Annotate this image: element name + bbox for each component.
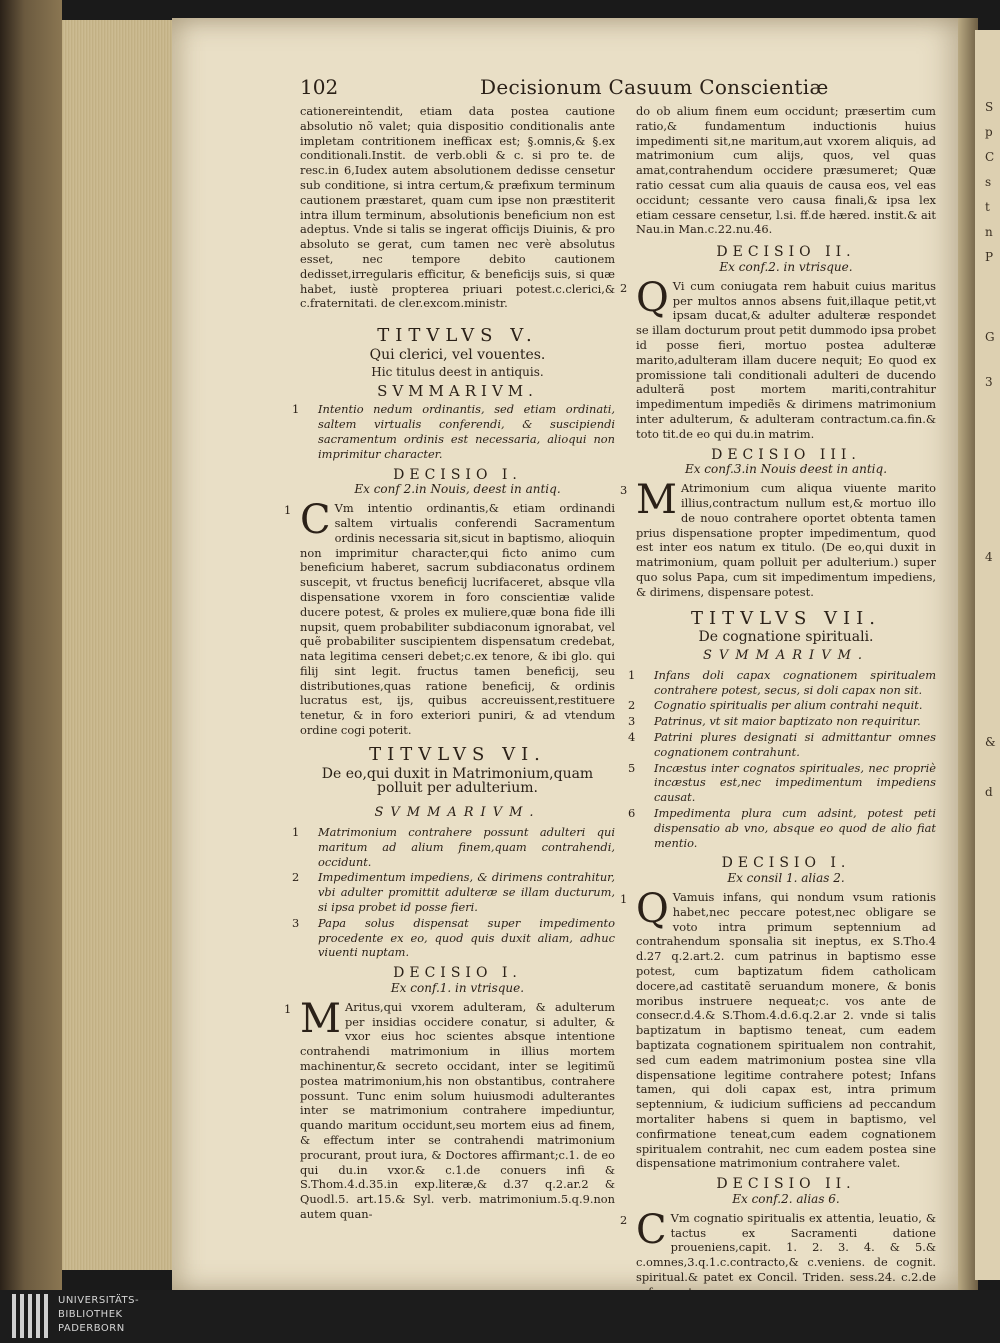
paragraph-number: 2	[620, 1212, 628, 1227]
drop-cap: C	[636, 1206, 667, 1253]
running-head: Decisionum Casuum Conscientiæ	[480, 75, 829, 99]
titulus-vii-decisio-ii-heading: DECISIO II.	[716, 1176, 856, 1193]
right-column	[620, 104, 936, 1314]
titulus-vi-summary-list	[292, 825, 615, 960]
facing-page-letter: p	[985, 125, 993, 139]
titulus-vii-decisio-i-heading: DECISIO I.	[721, 855, 851, 872]
facing-page-letter: &	[985, 735, 996, 749]
titulus-v-heading: TITVLVS V.	[377, 325, 538, 347]
titulus-vii-decisio-i-source: Ex consil 1. alias 2.	[727, 871, 845, 886]
drop-cap: Q	[636, 886, 669, 933]
titulus-vii-decisio-ii-body: 2 C Vm cognatio spiritualis ex attentia, leuatio, & tactus ex Sacramenti datione proueniens,capit. 1. 2. 3. 4. & 5.& c.omnes,3.q.1.c.contracto,& c.veniens. de cognit. spiritual.& patet ex Concil. Triden. sess.24. c.2.de	[620, 1206, 936, 1284]
summary-item: 1 Infans doli capax cognationem spiritualem contrahere potest, secus, si doli capax non sit.	[628, 667, 936, 697]
titulus-v-summarium: SVMMARIVM.	[377, 381, 538, 400]
titulus-v-decisio-source: Ex conf 2.in Nouis, deest in antiq.	[354, 482, 561, 497]
titulus-vii-decisio-i-body: 1 Q Vamuis infans, qui nondum vsum rationis habet,nec peccare potest,nec obligare se voto intra primum septennium ad contrahendum sponsalia sit ineptus, ex S.Tho.4 d.27 q.2.art.2. cum patrinus in baptismo esse potest, cum baptizatum fidem catholicam docere,ad castitatẽ seruandum monere, & bonis moribus instruere nequeat;c. vos ante de consecr.d.4.& S.Thom.4.d.6.q.2.ar 2. vnde si talis baptizatum in baptismo teneat, cum eadem baptizata cognationem spiritualem non contrahit, sed cum eadem matrimonium postea sine vlla dispensatione legitime contrahere potest; Infans tamen, qui doli capax est, intra primum septennium, & iudicium sufficiens ad peccandum mortaliter habens si quem in baptismo, vel confirmatione teneat,cum eadem cognationem spiritualem contrahit, nec cum eadem postea sine dispensatione matrimonium contrahere valet.	[620, 886, 936, 1171]
facing-page-letter: G	[985, 330, 995, 344]
decisio-iii-body: 3 M Atrimonium cum aliqua viuente marito illius,contractum nullum est,& mortuo illo de nouo contrahere oportet obtenta tamen prius dispensatione propter impedimentum, quod est inter eos natum ex titulo. (De eo,qui duxit in matrimonium, quam polluit per adulterium.) super quo solus Papa, cum sit impedimentum impediens, & dirimens, dispensare potest.	[620, 477, 936, 599]
decisio-iii-source: Ex conf.3.in Nouis deest in antiq.	[684, 462, 888, 477]
decisio-ii-source: Ex conf.2. in vtrisque.	[719, 259, 853, 274]
titulus-vii-summarium: SVMMARIVM.	[702, 648, 870, 664]
summary-item: 3 Patrinus, vt sit maior baptizato non requiritur.	[628, 714, 921, 729]
page-header	[300, 75, 960, 101]
titulus-v-decisio-body: 1 C Vm intentio ordinantis,& etiam ordinandi saltem virtualis conferendi Sacramentum ordinis necessaria sit,sicut in baptismo, alioquin non imprimitur character,qui ficto animo cum beneficium haberet, sacrum subdiaconatus ordinem suscepit, vt fructus beneficij lucrifaceret, absque vlla dispensatione vxorem in foro conscientiæ valide ducere potest, & proles ex muliere,quæ bona fide illi nupsit, quem probabiliter subdiaconum ignorabat, vel quẽ probabiliter suscipientem dispensatum credebat, nata legitima censeri debet;c.ex tenore, & ibi glo. qui filij sint legit. fructus tamen beneficij, seu distributiones,quas ratione beneficij, & ordinis lucratus est, ijs, quibus accreuissent,restituere tenetur, & in foro exteriori puniri, & ad vtendum ordine cogi poterit.	[284, 497, 615, 738]
facing-page-letter: s	[985, 175, 992, 189]
titulus-vi-decisio-heading: DECISIO I.	[393, 965, 522, 982]
decisio-ii-body: 2 Q Vi cum coniugata rem habuit cuius maritus per multos annos absens fuit,illaque petit,vt ipsam ducat,& adulter adulteræ respondet se illam docturum prout petit dummodo ipsa probet id posse fieri, mortuo postea adulteræ marito,adulteram illam ducere nequit; Eo quod ex promissione tali conditionali adulteri de ducendo adulterã post mortem mariti,contrahitur impedimentum impediẽs & dirimens matrimonium inter adulterum, & adulteram contractum.ca.fin.& toto tit.de eo qui du.in matrim.	[620, 274, 936, 441]
titulus-vii-decisio-ii-source: Ex conf.2. alias 6.	[732, 1191, 840, 1206]
library-logo-text: UNIVERSITÄTS- BIBLIOTHEK PADERBORN	[58, 1295, 140, 1334]
paragraph-number: 1	[284, 503, 292, 518]
paragraph-number: 2	[620, 280, 628, 295]
titulus-v-summary-list	[292, 402, 615, 461]
titulus-v-note: Hic titulus deest in antiquis.	[371, 364, 544, 379]
summary-item: 2 Impedimentum impediens, & dirimens contrahitur, vbi adulter promittit adulteræ se illam ducturum, si ipsa probet id posse fieri.	[292, 870, 615, 915]
titulus-vii-heading: TITVLVS VII.	[691, 607, 881, 629]
titulus-vii-summary-list	[628, 667, 936, 851]
titulus-v-decisio-heading: DECISIO I.	[393, 466, 522, 483]
titulus-vi-decisio-body: 1 M Aritus,qui vxorem adulteram, & adulterum per insidias occidere conatur, si adulter, & vxor eius hoc scientes absque intentione contrahendi matrimonium in illius mortem machinentur,& secreto occidant, inter se legitimũ postea matrimonium,his non obstantibus, contrahere possunt. Tunc enim solum huiusmodi adulterantes inter se matrimonium contrahere impediuntur, quando maritum occidunt,seu mortem eius ad finem, & effectum inter se contrahendi matrimonium procurant, prout iura, & Doctores affirmant;c.1. de eo qui du.in vxor.& c.1.de conuers infi & S.Thom.4.d.35.in exp.literæ,& d.37 q.2.ar.2 & Quodl.5. art.15.& Syl. verb. matrimonium.5.q.9.non autem quan-	[284, 995, 615, 1221]
titulus-vi-subtitle: De eo,qui duxit in Matrimonium,quam polluit per adulterium.	[321, 765, 594, 797]
facing-page-letter: t	[985, 200, 990, 214]
page-fore-edge	[62, 20, 174, 1270]
summary-item: 5 Incæstus inter cognatos spirituales, nec propriè incæstus est,nec impedimentum impediens causat.	[628, 760, 936, 805]
summary-item: 3 Papa solus dispensat super impedimento procedente ex eo, quod quis duxit aliam, adhuc viuenti nuptam.	[292, 915, 615, 960]
summary-item: 2 Cognatio spiritualis per alium contrahi nequit.	[628, 698, 923, 713]
titulus-v-subtitle: Qui clerici, vel vouentes.	[369, 346, 546, 363]
library-logo-bars-icon	[10, 1292, 54, 1340]
scan-background	[0, 1290, 1000, 1343]
facing-page-letter: C	[985, 150, 995, 164]
summary-item: 6 Impedimenta plura cum adsint, potest peti dispensatio ab vno, absque eo quod de alio fiat mentio.	[628, 806, 936, 850]
summary-item: 4 Patrini plures designati si admittantur omnes cognationem contrahunt.	[628, 730, 936, 759]
drop-cap: M	[300, 995, 341, 1042]
summary-item: 1 Matrimonium contrahere possunt adulteri qui maritum ad alium finem,quam contrahendi, occidunt.	[292, 825, 615, 869]
titulus-vi-heading: TITVLVS VI.	[369, 743, 546, 765]
facing-page-edge	[975, 30, 1000, 1280]
summary-item: 1 Intentio nedum ordinantis, sed etiam ordinati, saltem virtualis conferendi, & suscipiendi sacramentum ordinis est necessaria, alioqui non imprimitur character.	[292, 402, 615, 461]
drop-cap: M	[636, 477, 677, 524]
facing-page-letter: 4	[985, 550, 993, 564]
facing-page-letter: S	[985, 100, 994, 114]
decisio-iii-heading: DECISIO III.	[711, 446, 861, 463]
titulus-vi-summarium: SVMMARIVM.	[374, 805, 541, 821]
right-intro-paragraph: do ob alium finem eum occidunt; præsertim cum ratio,& fundamentum inductionis huius impedimenti sit,ne maritum,aut vxorem aliquis, ad matrimonium cum alijs, quos, vel quas amat,contrahendum occidere præsumeret; Quæ ratio cessat cum alia quauis de causa eos, vel eas occidunt; cessante vero causa finali,& ipsa lex etiam cessare censetur, l.si. ff.de hæred. instit.& ait Nau.in Man.c.22.nu.46.	[636, 104, 936, 237]
decisio-ii-heading: DECISIO II.	[716, 244, 856, 261]
titulus-vii-subtitle: De cognatione spirituali.	[698, 629, 874, 646]
titulus-vi-decisio-source: Ex conf.1. in vtrisque.	[390, 981, 525, 996]
facing-page-letter: 3	[985, 375, 993, 389]
facing-page-letter: n	[985, 225, 993, 239]
left-column	[284, 104, 615, 1222]
drop-cap: C	[300, 497, 331, 544]
page-number: 102	[300, 75, 339, 99]
facing-page-letter: d	[985, 785, 993, 799]
drop-cap: Q	[636, 274, 669, 321]
library-logo	[10, 1292, 150, 1340]
facing-page-letter: P	[985, 250, 994, 264]
book-spine-shadow	[0, 0, 62, 1343]
paragraph-number: 1	[284, 1001, 292, 1016]
paragraph-number: 1	[620, 892, 628, 907]
paragraph-number: 3	[620, 483, 628, 498]
left-intro-paragraph: cationereintendit, etiam data postea cautione absolutio nõ valet; quia dispositio conditionalis ante impletam contritionem inefficax est; §.omnis,& §.ex conditionali.Instit. de verb.obli & c. si pro te. de resc.in 6,Iudex autem absolutionem dedisse censetur sub conditione, si intra certum,& præfixum terminum cautionem præstaret, quam cum ipse non præstiterit intra illum terminum, absolutionis beneficium non est adeptus. Vnde si talis se ingerat officijs Diuinis, & pro absoluto se gerat, cum tamen nec verè absolutus esset, nec tempore debito cautionem dedisset,irregularis efficitur, & beneficijs suis, si quæ habet, iustè propterea priuari potest.c.clerici,& c.fraternitati. de cler.excom.ministr.	[300, 104, 615, 311]
